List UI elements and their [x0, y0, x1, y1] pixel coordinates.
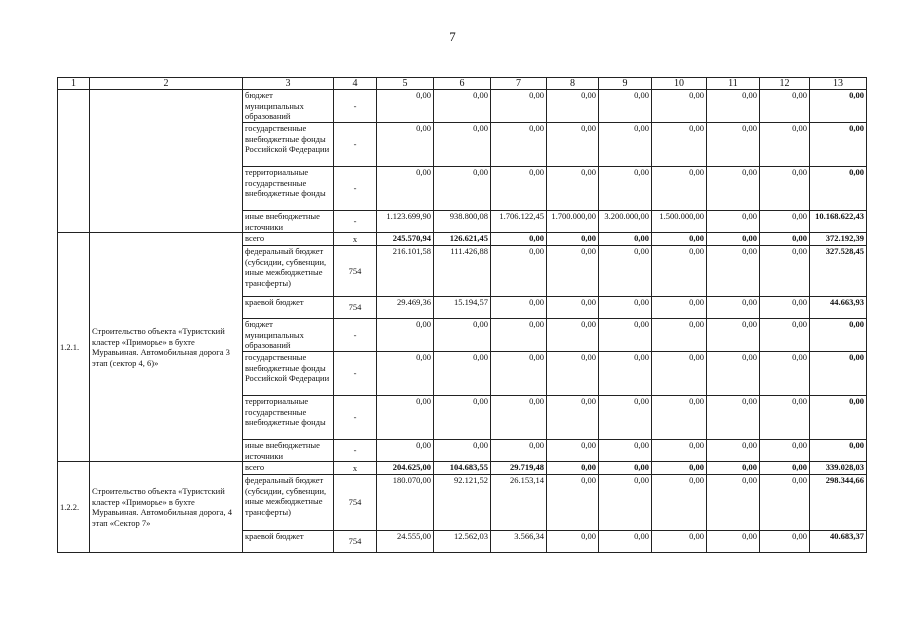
total-value-cell: 339.028,03	[810, 462, 867, 475]
source-cell: государственные внебюджетные фонды Российской Федерации	[243, 123, 334, 167]
value-cell: 0,00	[707, 531, 760, 553]
value-cell: 0,00	[434, 167, 491, 211]
value-cell: 3.566,34	[491, 531, 547, 553]
value-cell: 0,00	[547, 123, 599, 167]
value-cell: 0,00	[652, 297, 707, 319]
value-cell: 0,00	[599, 462, 652, 475]
value-cell: 0,00	[707, 246, 760, 297]
table-header	[58, 78, 867, 90]
total-value-cell: 0,00	[810, 90, 867, 123]
total-value-cell: 0,00	[810, 167, 867, 211]
row-index-cell: 1.2.1.	[58, 233, 90, 462]
column-header: 6	[434, 78, 491, 90]
value-cell: 0,00	[491, 167, 547, 211]
value-cell: 92.121,52	[434, 475, 491, 531]
value-cell: 204.625,00	[377, 462, 434, 475]
object-name-cell: Строительство объекта «Туристский кластер «Приморье» в бухте Муравьиная. Автомобильная дорога, 4 этап «Сектор 7»	[90, 462, 243, 553]
value-cell: 0,00	[652, 167, 707, 211]
value-cell: 0,00	[760, 123, 810, 167]
source-cell: государственные внебюджетные фонды Российской Федерации	[243, 352, 334, 396]
value-cell: 0,00	[760, 246, 810, 297]
value-cell: 1.700.000,00	[547, 211, 599, 233]
value-cell: 0,00	[652, 90, 707, 123]
source-cell: краевой бюджет	[243, 531, 334, 553]
source-cell: всего	[243, 462, 334, 475]
value-cell: 26.153,14	[491, 475, 547, 531]
value-cell: 1.500.000,00	[652, 211, 707, 233]
value-cell: 0,00	[652, 462, 707, 475]
total-value-cell: 327.528,45	[810, 246, 867, 297]
total-value-cell: 0,00	[810, 319, 867, 352]
source-cell: краевой бюджет	[243, 297, 334, 319]
page-number: 7	[449, 29, 456, 44]
budget-code-cell: -	[334, 352, 377, 396]
value-cell: 0,00	[491, 352, 547, 396]
value-cell: 0,00	[760, 319, 810, 352]
table-body	[58, 90, 867, 553]
value-cell: 1.123.699,90	[377, 211, 434, 233]
value-cell: 0,00	[707, 211, 760, 233]
source-cell: бюджет муниципальных образований	[243, 319, 334, 352]
value-cell: 0,00	[599, 246, 652, 297]
value-cell: 0,00	[652, 440, 707, 462]
value-cell: 0,00	[599, 233, 652, 246]
value-cell: 0,00	[547, 233, 599, 246]
value-cell: 938.800,08	[434, 211, 491, 233]
value-cell: 0,00	[652, 475, 707, 531]
source-cell: федеральный бюджет (субсидии, субвенции, иные межбюджетные трансферты)	[243, 475, 334, 531]
total-value-cell: 40.683,37	[810, 531, 867, 553]
value-cell: 0,00	[707, 352, 760, 396]
value-cell: 0,00	[760, 396, 810, 440]
value-cell: 0,00	[760, 440, 810, 462]
value-cell: 0,00	[491, 246, 547, 297]
value-cell: 0,00	[599, 440, 652, 462]
total-value-cell: 372.192,39	[810, 233, 867, 246]
column-header: 12	[760, 78, 810, 90]
value-cell: 0,00	[760, 475, 810, 531]
value-cell: 0,00	[377, 319, 434, 352]
source-cell: бюджет муниципальных образований	[243, 90, 334, 123]
total-value-cell: 0,00	[810, 396, 867, 440]
value-cell: 0,00	[491, 440, 547, 462]
value-cell: 0,00	[491, 123, 547, 167]
value-cell: 1.706.122,45	[491, 211, 547, 233]
table-row	[58, 233, 867, 246]
total-value-cell: 298.344,66	[810, 475, 867, 531]
budget-code-cell: -	[334, 319, 377, 352]
value-cell: 0,00	[599, 531, 652, 553]
total-value-cell: 0,00	[810, 123, 867, 167]
value-cell: 0,00	[599, 167, 652, 211]
value-cell: 0,00	[652, 319, 707, 352]
value-cell: 0,00	[434, 352, 491, 396]
column-header: 2	[90, 78, 243, 90]
value-cell: 0,00	[377, 396, 434, 440]
total-value-cell: 0,00	[810, 440, 867, 462]
value-cell: 0,00	[547, 246, 599, 297]
column-header: 4	[334, 78, 377, 90]
total-value-cell: 0,00	[810, 352, 867, 396]
value-cell: 0,00	[547, 462, 599, 475]
value-cell: 0,00	[652, 123, 707, 167]
value-cell: 0,00	[760, 531, 810, 553]
value-cell: 0,00	[652, 531, 707, 553]
value-cell: 0,00	[547, 440, 599, 462]
budget-code-cell: 754	[334, 246, 377, 297]
value-cell: 12.562,03	[434, 531, 491, 553]
value-cell: 0,00	[491, 90, 547, 123]
value-cell: 0,00	[652, 396, 707, 440]
value-cell: 0,00	[434, 90, 491, 123]
budget-code-cell: -	[334, 396, 377, 440]
value-cell: 0,00	[491, 319, 547, 352]
value-cell: 0,00	[599, 297, 652, 319]
budget-code-cell: х	[334, 462, 377, 475]
value-cell: 0,00	[707, 475, 760, 531]
source-cell: иные внебюджетные источники	[243, 211, 334, 233]
value-cell: 0,00	[707, 297, 760, 319]
object-name-cell	[90, 90, 243, 233]
value-cell: 0,00	[547, 167, 599, 211]
budget-code-cell: -	[334, 440, 377, 462]
value-cell: 0,00	[760, 90, 810, 123]
budget-code-cell: -	[334, 211, 377, 233]
object-name-cell: Строительство объекта «Туристский кластер «Приморье» в бухте Муравьиная. Автомобильная дорога 3 этап (сектор 4, 6)»	[90, 233, 243, 462]
budget-code-cell: -	[334, 90, 377, 123]
source-cell: федеральный бюджет (субсидии, субвенции, иные межбюджетные трансферты)	[243, 246, 334, 297]
value-cell: 24.555,00	[377, 531, 434, 553]
column-header: 11	[707, 78, 760, 90]
value-cell: 126.621,45	[434, 233, 491, 246]
row-index-cell: 1.2.2.	[58, 462, 90, 553]
value-cell: 0,00	[707, 167, 760, 211]
source-cell: иные внебюджетные источники	[243, 440, 334, 462]
value-cell: 3.200.000,00	[599, 211, 652, 233]
source-cell: всего	[243, 233, 334, 246]
source-cell: территориальные государственные внебюджетные фонды	[243, 167, 334, 211]
value-cell: 0,00	[599, 475, 652, 531]
value-cell: 0,00	[760, 167, 810, 211]
total-value-cell: 44.663,93	[810, 297, 867, 319]
column-header: 1	[58, 78, 90, 90]
value-cell: 0,00	[760, 211, 810, 233]
column-header: 5	[377, 78, 434, 90]
column-header: 13	[810, 78, 867, 90]
value-cell: 0,00	[377, 123, 434, 167]
table-row	[58, 462, 867, 475]
value-cell: 0,00	[491, 396, 547, 440]
value-cell: 0,00	[760, 297, 810, 319]
column-header: 8	[547, 78, 599, 90]
value-cell: 0,00	[434, 440, 491, 462]
value-cell: 0,00	[377, 352, 434, 396]
source-cell: территориальные государственные внебюджетные фонды	[243, 396, 334, 440]
value-cell: 0,00	[491, 233, 547, 246]
value-cell: 0,00	[491, 297, 547, 319]
value-cell: 0,00	[707, 319, 760, 352]
value-cell: 0,00	[547, 352, 599, 396]
value-cell: 29.469,36	[377, 297, 434, 319]
total-value-cell: 10.168.622,43	[810, 211, 867, 233]
value-cell: 15.194,57	[434, 297, 491, 319]
value-cell: 0,00	[547, 90, 599, 123]
budget-code-cell: 754	[334, 531, 377, 553]
budget-code-cell: 754	[334, 475, 377, 531]
value-cell: 0,00	[547, 396, 599, 440]
column-header: 10	[652, 78, 707, 90]
value-cell: 0,00	[377, 90, 434, 123]
column-header: 9	[599, 78, 652, 90]
value-cell: 0,00	[547, 475, 599, 531]
value-cell: 0,00	[599, 396, 652, 440]
table-row	[58, 90, 867, 123]
value-cell: 0,00	[652, 233, 707, 246]
value-cell: 0,00	[707, 233, 760, 246]
value-cell: 0,00	[547, 319, 599, 352]
value-cell: 0,00	[377, 167, 434, 211]
column-header: 3	[243, 78, 334, 90]
value-cell: 29.719,48	[491, 462, 547, 475]
budget-table	[57, 77, 867, 553]
value-cell: 0,00	[599, 90, 652, 123]
value-cell: 0,00	[760, 352, 810, 396]
value-cell: 0,00	[599, 319, 652, 352]
value-cell: 0,00	[707, 90, 760, 123]
value-cell: 216.101,58	[377, 246, 434, 297]
value-cell: 0,00	[434, 396, 491, 440]
row-index-cell	[58, 90, 90, 233]
value-cell: 0,00	[760, 233, 810, 246]
value-cell: 0,00	[652, 246, 707, 297]
value-cell: 111.426,88	[434, 246, 491, 297]
value-cell: 0,00	[434, 319, 491, 352]
value-cell: 0,00	[599, 352, 652, 396]
value-cell: 0,00	[434, 123, 491, 167]
value-cell: 0,00	[707, 396, 760, 440]
value-cell: 0,00	[707, 462, 760, 475]
value-cell: 180.070,00	[377, 475, 434, 531]
column-header: 7	[491, 78, 547, 90]
budget-code-cell: 754	[334, 297, 377, 319]
budget-code-cell: х	[334, 233, 377, 246]
value-cell: 104.683,55	[434, 462, 491, 475]
column-number-row	[58, 78, 867, 90]
value-cell: 0,00	[652, 352, 707, 396]
value-cell: 0,00	[599, 123, 652, 167]
value-cell: 0,00	[547, 297, 599, 319]
value-cell: 0,00	[707, 123, 760, 167]
value-cell: 245.570,94	[377, 233, 434, 246]
value-cell: 0,00	[760, 462, 810, 475]
value-cell: 0,00	[377, 440, 434, 462]
value-cell: 0,00	[547, 531, 599, 553]
budget-code-cell: -	[334, 167, 377, 211]
value-cell: 0,00	[707, 440, 760, 462]
budget-code-cell: -	[334, 123, 377, 167]
